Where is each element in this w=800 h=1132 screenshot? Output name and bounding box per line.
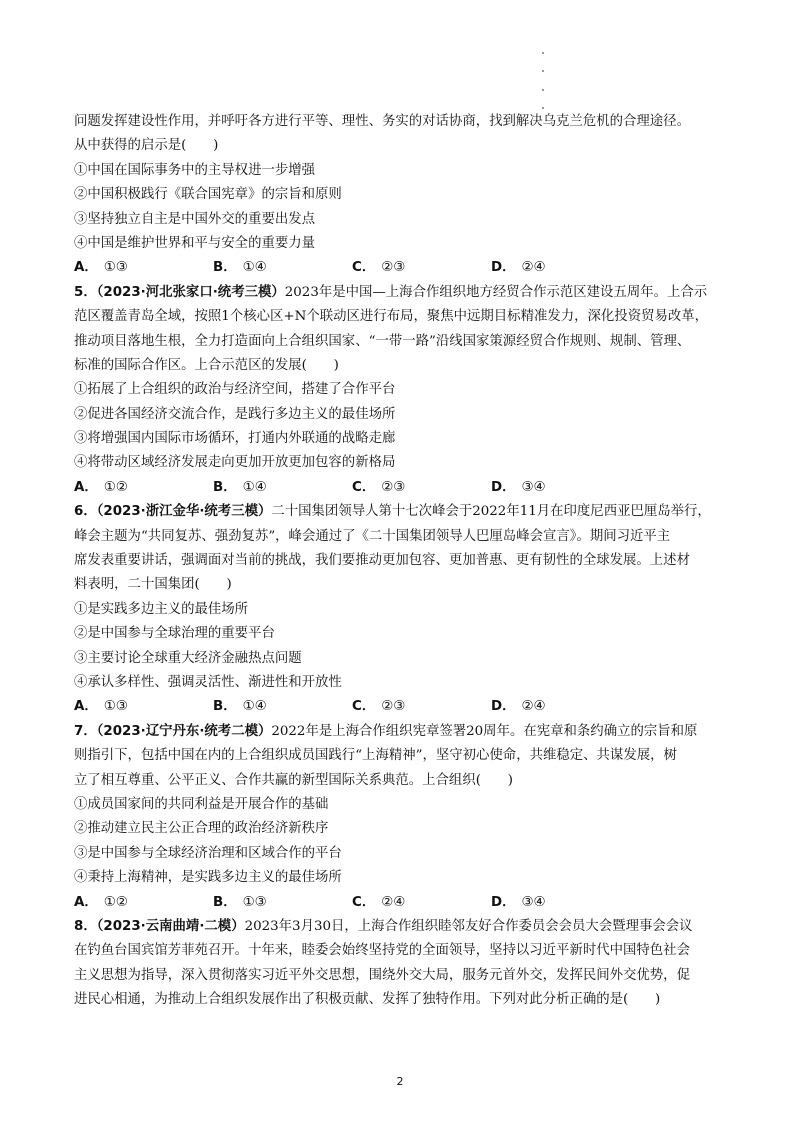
question-4-continuation (74, 110, 734, 281)
option-d[interactable] (491, 256, 630, 280)
statement: ①成员国家间的共同利益是开展合作的基础 (74, 796, 329, 812)
option-text: ②③ (381, 699, 406, 715)
decorative-dots (542, 52, 546, 112)
statement: ②是中国参与全球治理的重要平台 (74, 626, 275, 642)
option-letter: C． (352, 894, 376, 910)
statement: ②中国积极践行《联合国宪章》的宗旨和原则 (74, 187, 342, 203)
question-stem: 2022年是上海合作组织宪章签署20周年。在宪章和条约确立的宗旨和原 (271, 723, 698, 739)
statement: ④将带动区域经济发展走向更加开放更加包容的新格局 (74, 455, 396, 471)
option-d[interactable] (491, 695, 630, 719)
option-d[interactable] (491, 476, 630, 500)
option-letter: D． (491, 260, 516, 276)
question-head (74, 281, 734, 305)
option-letter: C． (352, 479, 376, 495)
option-b[interactable] (213, 891, 352, 915)
question-head (74, 500, 734, 524)
statement: ④秉持上海精神，是实践多边主义的最佳场所 (74, 870, 342, 886)
question-stem: 推动项目落地生根，全力打造面向上合组织国家、“一带一路”沿线国家策源经贸合作规则、规制、管理、 (74, 333, 691, 349)
question-stem: 在钓鱼台国宾馆芳菲苑召开。十年来，睦委会始终坚持党的全面领导，坚持以习近平新时代中国特色社会 (74, 943, 690, 959)
question-source: （2023·河北张家口·统考三模） (96, 284, 285, 300)
question-number: 8． (74, 918, 97, 934)
question-number: 7． (74, 723, 97, 739)
option-letter: D． (491, 894, 516, 910)
option-letter: D． (491, 699, 516, 715)
option-letter: A． (74, 479, 98, 495)
answer-options (74, 695, 734, 719)
option-b[interactable] (213, 476, 352, 500)
option-text: ①③ (242, 894, 267, 910)
question-5 (74, 281, 734, 501)
option-a[interactable] (74, 695, 213, 719)
option-d[interactable] (491, 891, 630, 915)
question-8 (74, 915, 734, 1013)
question-source: （2023·云南曲靖·二模） (96, 918, 245, 934)
statement: ②推动建立民主公正合理的政治经济新秩序 (74, 821, 329, 837)
option-letter: A． (74, 699, 98, 715)
statement: ③坚持独立自主是中国外交的重要出发点 (74, 211, 316, 227)
question-stem: 标准的国际合作区。上合示范区的发展( ) (74, 357, 339, 373)
option-text: ①② (103, 479, 128, 495)
question-stem: 立了相互尊重、公平正义、合作共赢的新型国际关系典范。上合组织( ) (74, 772, 513, 788)
statement: ①拓展了上合组织的政治与经济空间，搭建了合作平台 (74, 382, 396, 398)
page-number: 2 (396, 1075, 404, 1088)
answer-options (74, 476, 734, 500)
statement: ①是实践多边主义的最佳场所 (74, 601, 249, 617)
option-text: ①③ (103, 699, 128, 715)
option-text: ②③ (381, 260, 406, 276)
option-text: ②④ (381, 894, 406, 910)
option-text: ①④ (242, 260, 267, 276)
question-stem: 范区覆盖青岛全域，按照1个核心区+N个联动区进行布局，聚焦中远期目标精准发力，深化投资贸易改革， (74, 309, 709, 325)
option-text: ②③ (381, 479, 406, 495)
option-letter: D． (491, 479, 516, 495)
option-a[interactable] (74, 256, 213, 280)
option-letter: C． (352, 699, 376, 715)
question-stem: 主义思想为指导，深入贯彻落实习近平外交思想，围绕外交大局，服务元首外交，发挥民间外交优势，促 (74, 967, 690, 983)
question-stem: 2023年是中国—上海合作组织地方经贸合作示范区建设五周年。上合示 (284, 284, 708, 300)
option-c[interactable] (352, 476, 491, 500)
statement: ③是中国参与全球经济治理和区域合作的平台 (74, 845, 342, 861)
option-text: ②④ (521, 260, 546, 276)
statement: ④中国是维护世界和平与安全的重要力量 (74, 235, 316, 251)
question-head (74, 720, 734, 744)
option-text: ②④ (521, 699, 546, 715)
question-stem: 2023年3月30日，上海合作组织睦邻友好合作委员会会员大会暨理事会会议 (244, 918, 693, 934)
option-text: ①② (103, 894, 128, 910)
question-source: （2023·辽宁丹东·统考二模） (96, 723, 272, 739)
question-7 (74, 720, 734, 915)
option-text: ③④ (521, 479, 546, 495)
question-stem: 二十国集团领导人第十七次峰会于2022年11月在印度尼西亚巴厘岛举行， (271, 504, 711, 520)
option-text: ①④ (242, 699, 267, 715)
option-b[interactable] (213, 695, 352, 719)
option-c[interactable] (352, 256, 491, 280)
option-c[interactable] (352, 891, 491, 915)
page-content (74, 110, 734, 1012)
option-a[interactable] (74, 476, 213, 500)
question-stem: 峰会主题为“共同复苏、强劲复苏”，峰会通过了《二十国集团领导人巴厘岛峰会宣言》。期间习近平主 (74, 528, 671, 544)
option-text: ①④ (242, 479, 267, 495)
option-letter: B． (213, 479, 237, 495)
question-number: 6． (74, 504, 97, 520)
statement: ②促进各国经济交流合作，是践行多边主义的最佳场所 (74, 406, 396, 422)
question-stem: 料表明，二十国集团( ) (74, 577, 232, 593)
answer-options (74, 891, 734, 915)
option-b[interactable] (213, 256, 352, 280)
option-letter: C． (352, 260, 376, 276)
answer-options (74, 256, 734, 280)
option-letter: A． (74, 894, 98, 910)
option-letter: B． (213, 699, 237, 715)
question-stem: 席发表重要讲话，强调面对当前的挑战，我们要推动更加包容、更加普惠、更有韧性的全球发展。上述材 (74, 553, 690, 569)
statement: ③将增强国内国际市场循环，打通内外联通的战略走廊 (74, 431, 396, 447)
question-stem: 则指引下，包括中国在内的上合组织成员国践行“上海精神”，坚守初心使命，共维稳定、共谋发展，树 (74, 748, 677, 764)
option-text: ③④ (521, 894, 546, 910)
option-letter: A． (74, 260, 98, 276)
question-source: （2023·浙江金华·统考三模） (96, 504, 272, 520)
option-letter: B． (213, 894, 237, 910)
question-stem: 进民心相通，为推动上合组织发展作出了积极贡献、发挥了独特作用。下列对此分析正确的是( ) (74, 992, 661, 1008)
question-number: 5． (74, 284, 97, 300)
statement: ①中国在国际事务中的主导权进一步增强 (74, 162, 316, 178)
intro-line: 从中获得的启示是( ) (74, 138, 219, 154)
option-c[interactable] (352, 695, 491, 719)
statement: ④承认多样性、强调灵活性、渐进性和开放性 (74, 674, 342, 690)
option-letter: B． (213, 260, 237, 276)
statement: ③主要讨论全球重大经济金融热点问题 (74, 650, 302, 666)
intro-line: 问题发挥建设性作用，并呼吁各方进行平等、理性、务实的对话协商，找到解决乌克兰危机的合理途径。 (74, 114, 690, 129)
question-head (74, 915, 734, 939)
option-text: ①③ (103, 260, 128, 276)
question-6 (74, 500, 734, 720)
option-a[interactable] (74, 891, 213, 915)
